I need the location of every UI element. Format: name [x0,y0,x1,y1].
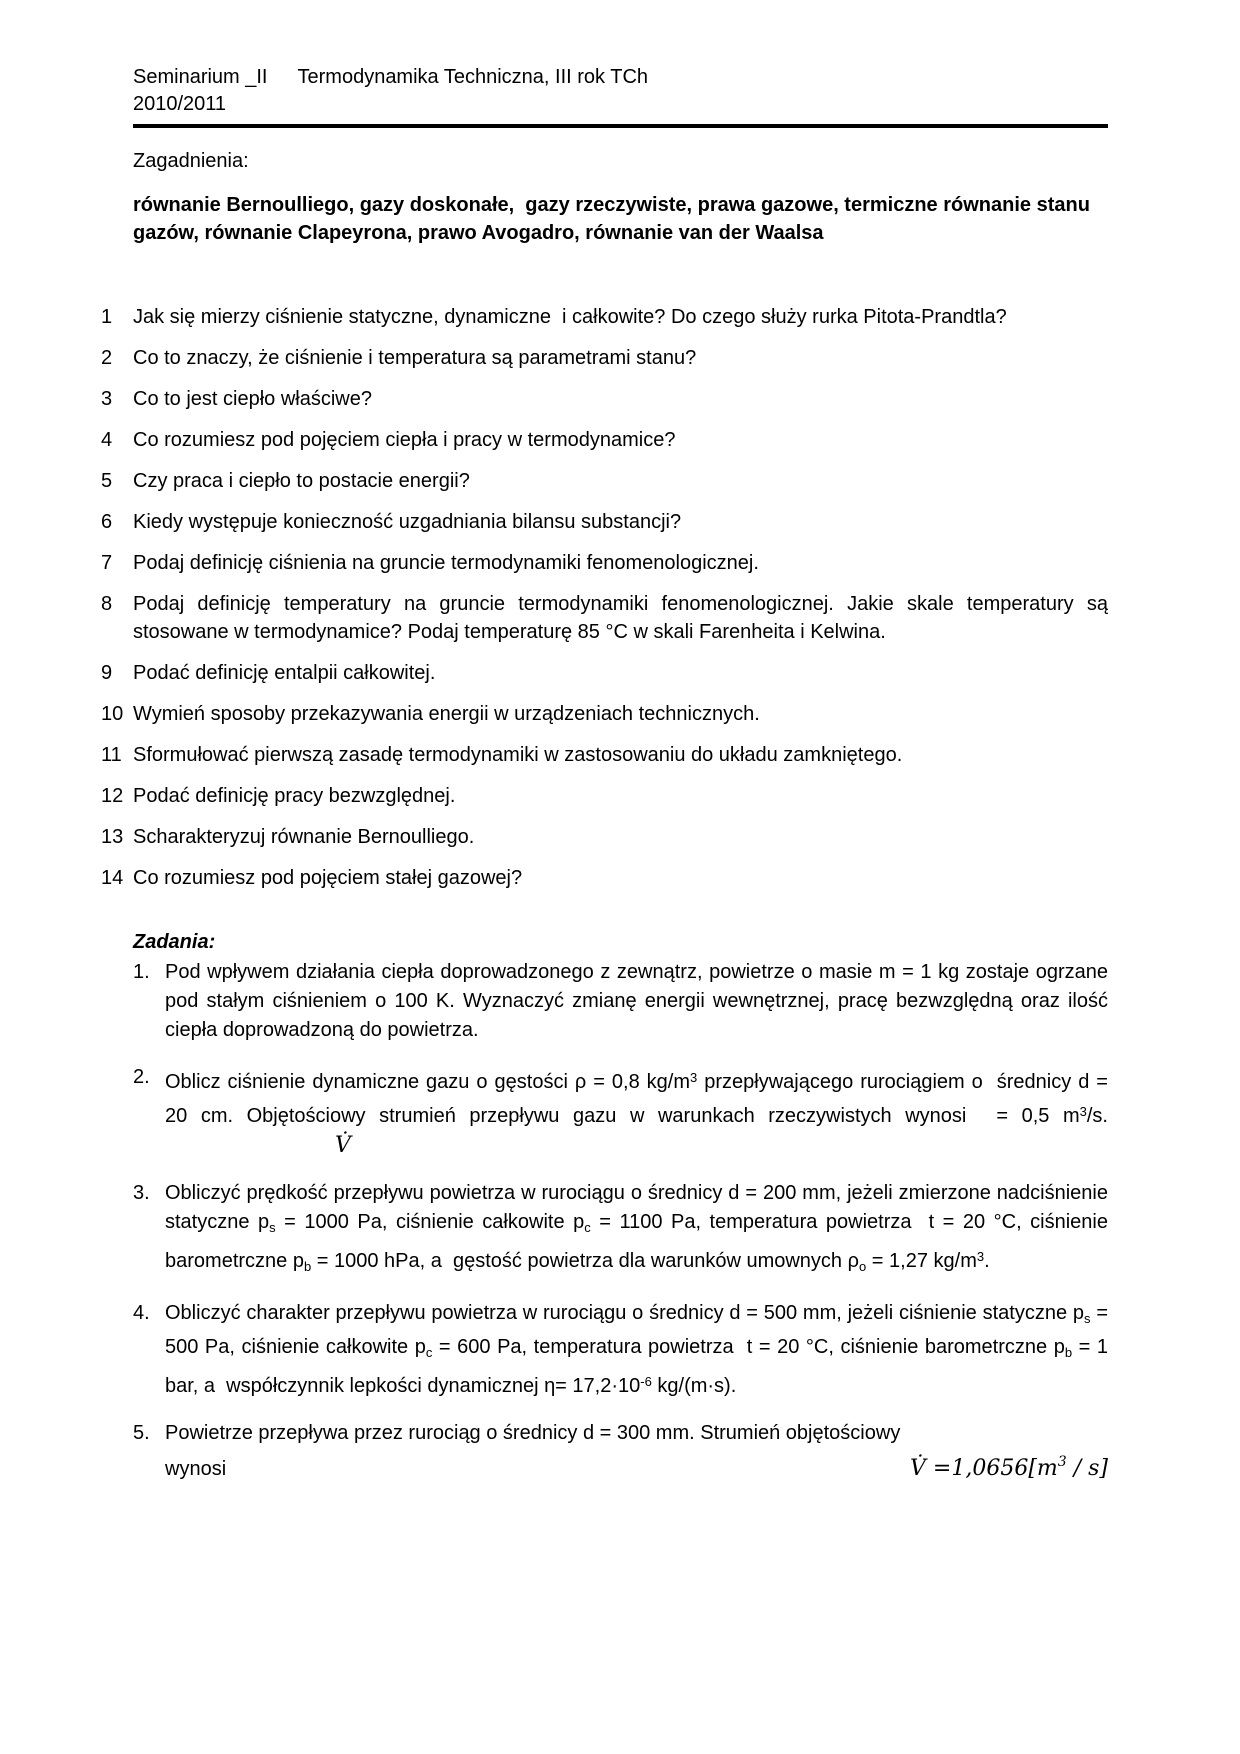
tasks-list [133,958,1108,1484]
document-header [133,64,1108,128]
text-segment: 3 [690,1070,698,1085]
question-item-12 [101,782,1108,810]
task-body [165,1299,1108,1401]
task-number: 1. [133,961,150,983]
text-segment: Obliczyć charakter przepływu powietrza w rurociągu o średnicy d = 500 mm, jeżeli ciśnienie statyczne p [165,1302,1085,1324]
question-text: Podaj definicję temperatury na gruncie termodynamiki fenomenologicznej. Jakie skale temperatury są stosowane w termodynamice? Podaj temperaturę 85 °C w skali Farenheita i Kelwina. [133,593,1108,643]
text-segment: 3 [976,1249,985,1264]
task-text [165,1299,1108,1401]
task-text [165,1179,1108,1281]
question-text: Czy praca i ciepło to postacie energii? [133,470,470,492]
text-segment: = 1100 Pa, temperatura powietrza t = 20 °C, ciśnienie barometrczne p [165,1211,1108,1272]
text-segment: Obliczyć prędkość przepływu powietrza w rurociągu o średnicy d = 200 mm, jeżeli zmierzone nadciśnienie statyczne p [165,1182,1108,1233]
question-number: 2 [101,347,113,369]
text-segment: s [1084,1311,1091,1326]
volumetric-flow-formula [910,1448,1108,1484]
task-number: 5. [133,1422,150,1444]
task-body [165,1419,1108,1484]
math-symbol: V̇ =1,0656[m [910,1456,1058,1481]
question-item-9 [101,659,1108,687]
task-tail-text: wynosi [165,1458,227,1480]
question-item-4 [101,426,1108,454]
question-number: 3 [101,388,113,410]
text-segment: c [584,1220,591,1235]
text-segment: = 1000 hPa, a gęstość powietrza dla warunków umownych ρ [311,1250,859,1272]
text-segment: Pod wpływem działania ciepła doprowadzonego z zewnątrz, powietrze o masie m = 1 kg zostaje ogrzane pod stałym ciśnieniem o 100 K. Wyznaczyć zmianę energii wewnętrznej, pracę bezwzględną oraz ilość ciepła doprowadzoną do powietrza. [165,961,1108,1041]
question-text: Jak się mierzy ciśnienie statyczne, dynamiczne i całkowite? Do czego służy rurka Pitota-Prandtla? [133,306,1007,328]
question-number: 7 [101,552,113,574]
task-item-3 [133,1179,1108,1281]
question-item-2 [101,344,1108,372]
text-segment: -6 [640,1374,652,1389]
text-segment: kg/(m·s). [651,1375,737,1397]
topics-text: równanie Bernoulliego, gazy doskonałe, gazy rzeczywiste, prawa gazowe, termiczne równanie stanu gazów, równanie Clapeyrona, prawo Avogadro, równanie van der Waalsa [133,194,1090,244]
task-body [165,1063,1108,1161]
text-segment: s [269,1220,276,1235]
text-segment: b [303,1259,312,1274]
text-segment: Oblicz ciśnienie dynamiczne gazu o gęstości ρ = 0,8 kg/m [165,1071,691,1093]
text-segment: przepływającego rurociągiem o średnicy d = 20 cm. Objętościowy strumień przepływu gazu w warunkach rzeczywistych wynosi [165,1071,1108,1127]
task-text [165,1063,1108,1161]
task-item-2 [133,1063,1108,1161]
text-segment: = 1 bar, a współczynnik lepkości dynamicznej η= 17,2·10 [165,1336,1109,1397]
text-segment: 3 [1079,1104,1087,1119]
text-segment: /s. [1086,1105,1108,1127]
question-text: Co to jest ciepło właściwe? [133,388,372,410]
academic-year: 2010/2011 [133,93,227,115]
question-text: Co rozumiesz pod pojęciem ciepła i pracy w termodynamice? [133,429,676,451]
question-text: Wymień sposoby przekazywania energii w urządzeniach technicznych. [133,703,760,725]
question-item-11 [101,741,1108,769]
question-text: Podać definicję entalpii całkowitej. [133,662,436,684]
document-content [101,64,1109,1502]
task-text [165,1419,1108,1448]
task-body [165,958,1108,1045]
question-number: 9 [101,662,113,684]
questions-list [101,303,1108,892]
text-segment: Powietrze przepływa przez rurociąg o średnicy d = 300 mm. Strumień objętościowy [165,1422,901,1444]
question-item-6 [101,508,1108,536]
question-number: 10 [101,703,124,725]
text-segment: = 600 Pa, temperatura powietrza t = 20 °C, ciśnienie barometrczne p [432,1336,1065,1358]
course-title: Termodynamika Techniczna, III rok TCh [297,66,649,88]
question-number: 6 [101,511,113,533]
tasks-label: Zadania: [133,931,216,953]
task-item-4 [133,1299,1108,1401]
question-text: Co to znaczy, że ciśnienie i temperatura są parametrami stanu? [133,347,697,369]
question-item-13 [101,823,1108,851]
task-item-5 [133,1419,1108,1484]
text-segment: o [859,1259,867,1274]
task-body [165,1179,1108,1281]
topics-label: Zagadnienia: [133,150,249,172]
question-item-10 [101,700,1108,728]
question-number: 13 [101,826,124,848]
question-number: 12 [101,785,124,807]
question-item-7 [101,549,1108,577]
question-text: Co rozumiesz pod pojęciem stałej gazowej? [133,867,523,889]
seminar-label: Seminarium _II [133,66,268,88]
question-item-5 [101,467,1108,495]
question-item-8 [101,590,1108,646]
task-text [165,958,1108,1045]
text-segment: 3 [1057,1454,1067,1470]
text-segment: b [1064,1345,1073,1360]
task-item-1 [133,958,1108,1045]
question-text: Kiedy występuje konieczność uzgadniania bilansu substancji? [133,511,682,533]
text-segment: c [425,1345,433,1360]
task-number: 3. [133,1182,150,1204]
math-symbol: / s] [1066,1456,1108,1481]
question-item-1 [101,303,1108,331]
question-number: 14 [101,867,124,889]
question-item-3 [101,385,1108,413]
question-text: Podaj definicję ciśnienia na gruncie termodynamiki fenomenologicznej. [133,552,759,574]
text-segment: = 0,5 m [996,1105,1080,1127]
question-text: Sformułować pierwszą zasadę termodynamiki w zastosowaniu do układu zamkniętego. [133,744,903,766]
question-item-14 [101,864,1108,892]
math-symbol: V̇ [335,1133,351,1158]
question-number: 4 [101,429,113,451]
task-tail-line [165,1448,1108,1484]
task-number: 2. [133,1066,150,1088]
question-number: 1 [101,306,113,328]
text-segment: = 1,27 kg/m [866,1250,977,1272]
text-segment: = 1000 Pa, ciśnienie całkowite p [275,1211,585,1233]
task-number: 4. [133,1302,150,1324]
question-text: Podać definicję pracy bezwzględnej. [133,785,456,807]
question-number: 5 [101,470,113,492]
question-text: Scharakteryzuj równanie Bernoulliego. [133,826,475,848]
text-segment: = 500 Pa, ciśnienie całkowite p [165,1302,1108,1358]
question-number: 8 [101,593,113,615]
header-title-row [133,64,1108,91]
text-segment: . [984,1250,990,1272]
question-number: 11 [101,744,122,766]
